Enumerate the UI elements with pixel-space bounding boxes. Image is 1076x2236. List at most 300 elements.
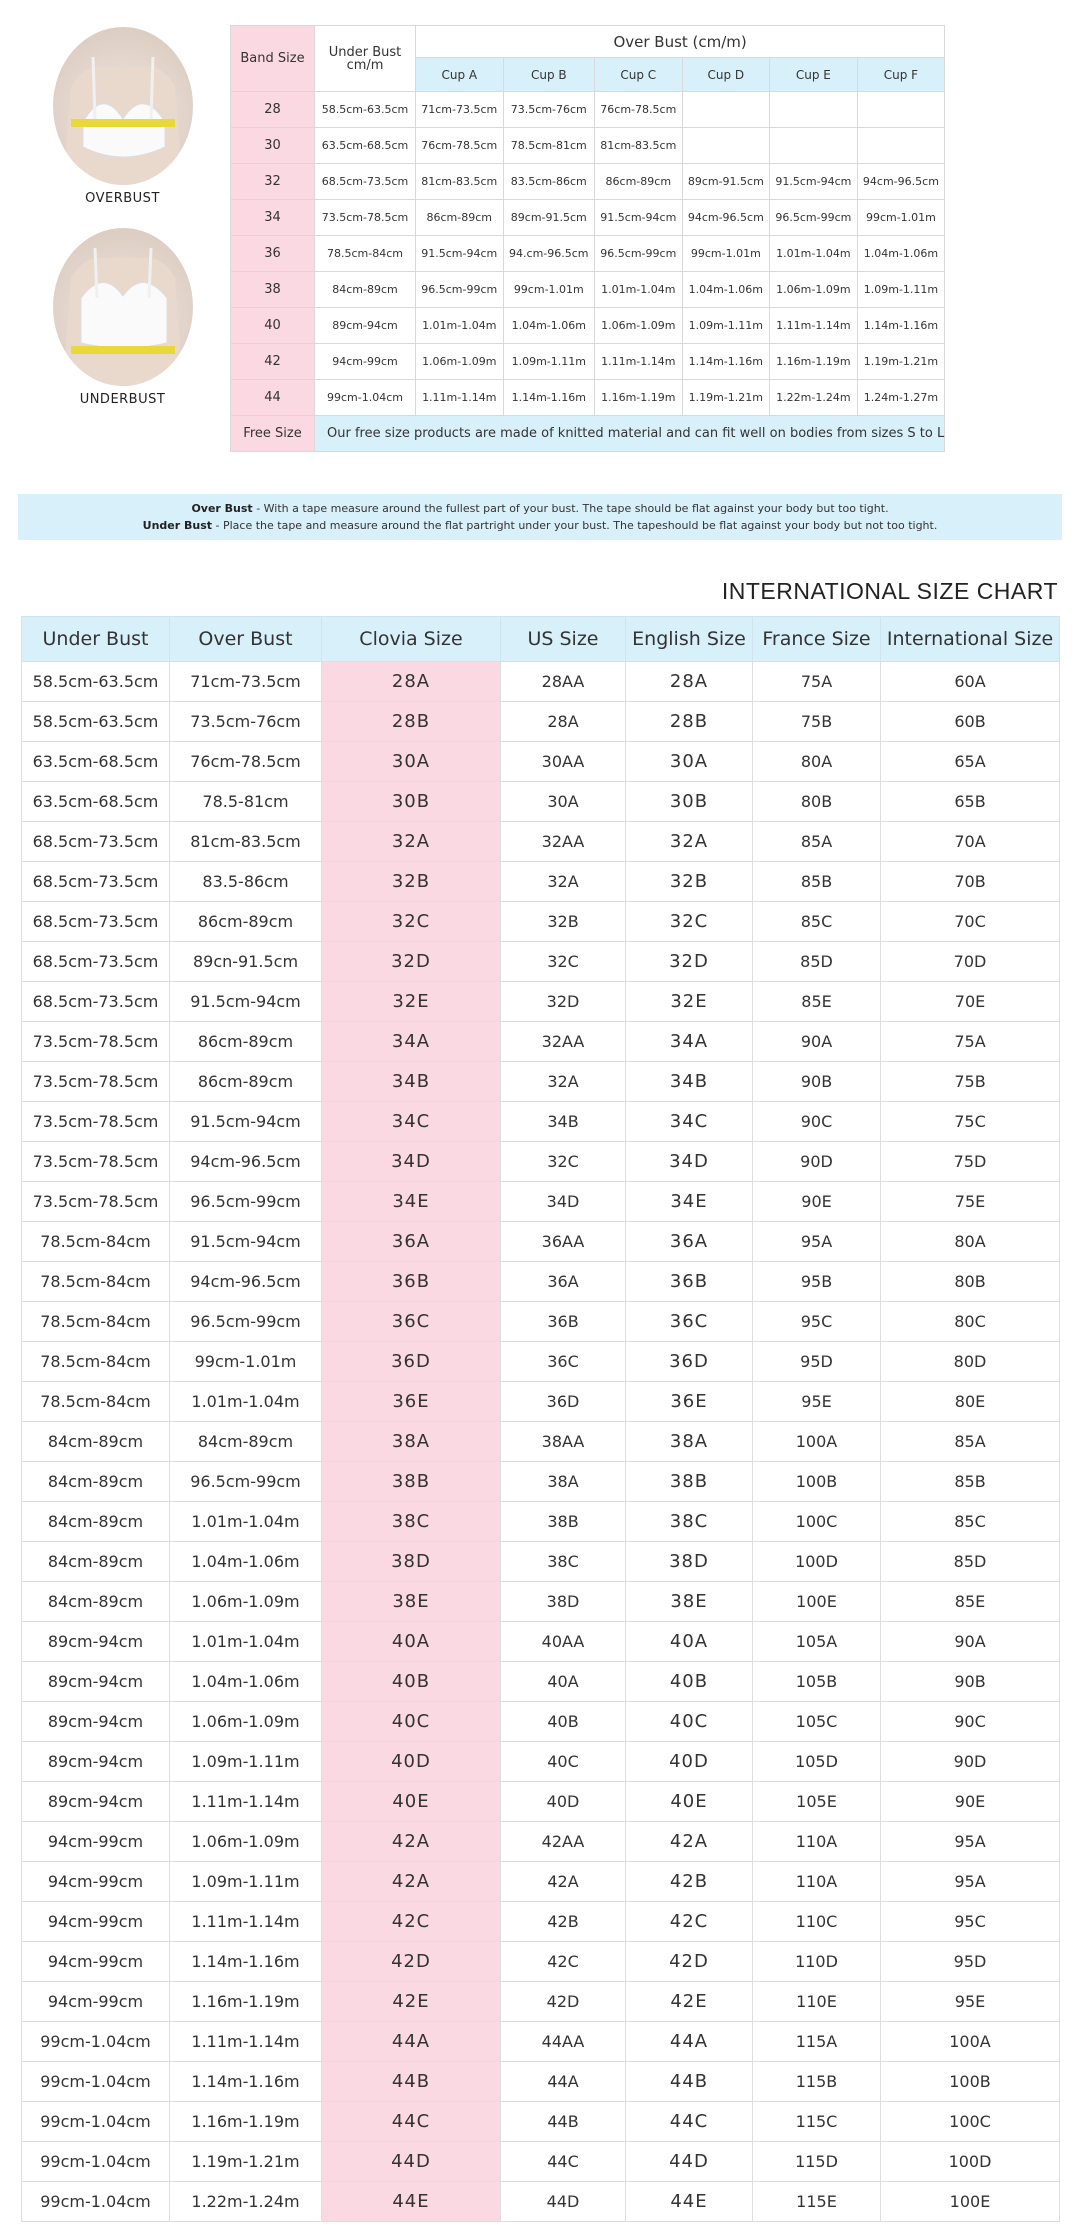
us-size-cell: 32A: [501, 862, 626, 902]
free-size-label: Free Size: [231, 416, 315, 452]
france-size-cell: 105C: [753, 1702, 881, 1742]
table-row: [22, 1262, 1060, 1302]
us-size-cell: 34B: [501, 1102, 626, 1142]
under-bust-cell: 73.5cm-78.5cm: [22, 1182, 170, 1222]
international-size-cell: 95A: [881, 1822, 1060, 1862]
under-bust-cell: 58.5cm-63.5cm: [22, 702, 170, 742]
english-size-cell: 34D: [626, 1142, 753, 1182]
under-bust-cell: 84cm-89cm: [22, 1462, 170, 1502]
france-size-cell: 90A: [753, 1022, 881, 1062]
over-bust-cell: 86cm-89cm: [170, 1022, 322, 1062]
cup-measure-cell: [770, 92, 858, 128]
over-bust-cell: 1.01m-1.04m: [170, 1622, 322, 1662]
clovia-size-cell: 30A: [322, 742, 501, 782]
under-bust-cell: 99cm-1.04cm: [22, 2102, 170, 2142]
under-bust-cell: 89cm-94cm: [22, 1662, 170, 1702]
france-size-cell: 110A: [753, 1862, 881, 1902]
international-size-cell: 80B: [881, 1262, 1060, 1302]
under-bust-cell: 73.5cm-78.5cm: [22, 1142, 170, 1182]
table-row: [22, 1502, 1060, 1542]
english-size-cell: 36E: [626, 1382, 753, 1422]
english-size-cell: 32A: [626, 822, 753, 862]
cup-measure-cell: 1.16m-1.19m: [770, 344, 858, 380]
cup-measure-cell: [857, 92, 945, 128]
table-row: [22, 1182, 1060, 1222]
cup-measure-cell: 91.5cm-94cm: [770, 164, 858, 200]
band-size-cell: 44: [231, 380, 315, 416]
cup-measure-cell: 81cm-83.5cm: [595, 128, 683, 164]
clovia-size-cell: 28B: [322, 702, 501, 742]
english-size-cell: 40D: [626, 1742, 753, 1782]
table-row: [22, 2022, 1060, 2062]
table-row: [22, 782, 1060, 822]
table-row: [22, 1382, 1060, 1422]
under-bust-cell: 84cm-89cm: [22, 1502, 170, 1542]
international-size-cell: 95D: [881, 1942, 1060, 1982]
us-size-cell: 36AA: [501, 1222, 626, 1262]
france-size-cell: 90E: [753, 1182, 881, 1222]
intl-column-header: Under Bust: [22, 617, 170, 662]
france-size-cell: 100A: [753, 1422, 881, 1462]
over-bust-cell: 1.06m-1.09m: [170, 1702, 322, 1742]
cup-measure-cell: 78.5cm-81cm: [503, 128, 595, 164]
france-size-cell: 115D: [753, 2142, 881, 2182]
cup-measure-cell: 71cm-73.5cm: [416, 92, 504, 128]
measurement-instructions: [18, 494, 1062, 540]
table-row: [231, 308, 945, 344]
over-bust-cell: 1.04m-1.06m: [170, 1542, 322, 1582]
table-row: [231, 380, 945, 416]
over-bust-cell: 1.11m-1.14m: [170, 1782, 322, 1822]
clovia-size-cell: 32A: [322, 822, 501, 862]
table-row: [231, 236, 945, 272]
cup-measure-cell: 99cm-1.01m: [682, 236, 770, 272]
table-row: [22, 662, 1060, 702]
table-row: [231, 164, 945, 200]
international-size-cell: 80E: [881, 1382, 1060, 1422]
table-row: [22, 1662, 1060, 1702]
cup-measure-cell: 1.19m-1.21m: [682, 380, 770, 416]
table-row: [22, 1862, 1060, 1902]
under-bust-cell: 73.5cm-78.5cm: [315, 200, 416, 236]
international-size-cell: 65A: [881, 742, 1060, 782]
over-bust-cell: 76cm-78.5cm: [170, 742, 322, 782]
table-row: [22, 1142, 1060, 1182]
table-row: [22, 1582, 1060, 1622]
over-bust-cell: 1.11m-1.14m: [170, 2022, 322, 2062]
english-size-cell: 32B: [626, 862, 753, 902]
france-size-cell: 105E: [753, 1782, 881, 1822]
over-bust-cell: 1.19m-1.21m: [170, 2142, 322, 2182]
underbust-model: [40, 228, 205, 407]
us-size-cell: 44C: [501, 2142, 626, 2182]
under-bust-cell: 63.5cm-68.5cm: [315, 128, 416, 164]
band-size-cell: 42: [231, 344, 315, 380]
over-bust-cell: 99cm-1.01m: [170, 1342, 322, 1382]
cup-measure-cell: 81cm-83.5cm: [416, 164, 504, 200]
cup-measure-cell: 1.11m-1.14m: [595, 344, 683, 380]
france-size-cell: 115A: [753, 2022, 881, 2062]
us-size-cell: 32D: [501, 982, 626, 1022]
english-size-cell: 28A: [626, 662, 753, 702]
table-row: [22, 1462, 1060, 1502]
under-bust-cell: 99cm-1.04cm: [22, 2022, 170, 2062]
under-bust-cell: 68.5cm-73.5cm: [22, 902, 170, 942]
english-size-cell: 40A: [626, 1622, 753, 1662]
france-size-cell: 100B: [753, 1462, 881, 1502]
clovia-size-cell: 34A: [322, 1022, 501, 1062]
table-row: [22, 702, 1060, 742]
under-bust-cell: 78.5cm-84cm: [22, 1302, 170, 1342]
under-bust-cell: 94cm-99cm: [22, 1942, 170, 1982]
over-bust-cell: 94cm-96.5cm: [170, 1142, 322, 1182]
table-row: [22, 1982, 1060, 2022]
international-size-cell: 85A: [881, 1422, 1060, 1462]
under-bust-cell: 94cm-99cm: [22, 1982, 170, 2022]
english-size-cell: 34E: [626, 1182, 753, 1222]
over-bust-cell: 89cn-91.5cm: [170, 942, 322, 982]
over-bust-cell: 1.11m-1.14m: [170, 1902, 322, 1942]
over-bust-cell: 86cm-89cm: [170, 1062, 322, 1102]
us-size-cell: 36B: [501, 1302, 626, 1342]
international-size-cell: 95C: [881, 1902, 1060, 1942]
france-size-cell: 90C: [753, 1102, 881, 1142]
clovia-size-cell: 40C: [322, 1702, 501, 1742]
english-size-cell: 32D: [626, 942, 753, 982]
france-size-cell: 100E: [753, 1582, 881, 1622]
cup-measure-cell: 96.5cm-99cm: [416, 272, 504, 308]
table-row: [22, 742, 1060, 782]
table-row: [22, 1302, 1060, 1342]
clovia-size-cell: 40D: [322, 1742, 501, 1782]
international-size-cell: 85D: [881, 1542, 1060, 1582]
international-size-cell: 90B: [881, 1662, 1060, 1702]
clovia-size-cell: 38A: [322, 1422, 501, 1462]
clovia-size-cell: 32D: [322, 942, 501, 982]
france-size-cell: 110C: [753, 1902, 881, 1942]
under-bust-cell: 78.5cm-84cm: [22, 1342, 170, 1382]
intl-table-body: [22, 662, 1060, 2222]
france-size-cell: 95D: [753, 1342, 881, 1382]
cup-measure-cell: 91.5cm-94cm: [416, 236, 504, 272]
international-size-cell: 90D: [881, 1742, 1060, 1782]
under-bust-instruction-text: - Place the tape and measure around the flat partright under your bust. The tapeshould be flat against your body but not too tight.: [212, 519, 938, 532]
clovia-size-cell: 34B: [322, 1062, 501, 1102]
us-size-cell: 38C: [501, 1542, 626, 1582]
table-row: [22, 1342, 1060, 1382]
cup-measure-cell: [770, 128, 858, 164]
us-size-cell: 32AA: [501, 1022, 626, 1062]
band-size-cell: 32: [231, 164, 315, 200]
international-size-cell: 80A: [881, 1222, 1060, 1262]
cup-measure-cell: 1.16m-1.19m: [595, 380, 683, 416]
international-size-cell: 100A: [881, 2022, 1060, 2062]
under-bust-cell: 68.5cm-73.5cm: [315, 164, 416, 200]
clovia-size-cell: 34D: [322, 1142, 501, 1182]
table-row: [22, 1542, 1060, 1582]
over-bust-cell: 91.5cm-94cm: [170, 1222, 322, 1262]
under-bust-cell: 89cm-94cm: [22, 1622, 170, 1662]
us-size-cell: 34D: [501, 1182, 626, 1222]
cup-header: Cup C: [595, 58, 683, 92]
english-size-cell: 34A: [626, 1022, 753, 1062]
cup-measure-cell: 96.5cm-99cm: [770, 200, 858, 236]
cup-header: Cup F: [857, 58, 945, 92]
english-size-cell: 38A: [626, 1422, 753, 1462]
under-bust-cell: 94cm-99cm: [22, 1862, 170, 1902]
international-size-cell: 75D: [881, 1142, 1060, 1182]
intl-column-header: Over Bust: [170, 617, 322, 662]
france-size-cell: 110E: [753, 1982, 881, 2022]
cup-measure-cell: 1.04m-1.06m: [503, 308, 595, 344]
clovia-size-cell: 38C: [322, 1502, 501, 1542]
international-size-cell: 95A: [881, 1862, 1060, 1902]
table-row: [22, 902, 1060, 942]
clovia-size-cell: 36B: [322, 1262, 501, 1302]
clovia-size-cell: 44C: [322, 2102, 501, 2142]
under-bust-cell: 89cm-94cm: [22, 1742, 170, 1782]
over-bust-cell: 84cm-89cm: [170, 1422, 322, 1462]
international-size-cell: 70A: [881, 822, 1060, 862]
over-bust-cell: 1.04m-1.06m: [170, 1662, 322, 1702]
cup-measure-cell: 96.5cm-99cm: [595, 236, 683, 272]
international-size-cell: 60B: [881, 702, 1060, 742]
english-size-cell: 38D: [626, 1542, 753, 1582]
france-size-cell: 105A: [753, 1622, 881, 1662]
english-size-cell: 38B: [626, 1462, 753, 1502]
over-bust-cell: 1.14m-1.16m: [170, 2062, 322, 2102]
english-size-cell: 44E: [626, 2182, 753, 2222]
table-row: [231, 344, 945, 380]
table-row: [22, 2102, 1060, 2142]
cup-measure-cell: 1.11m-1.14m: [416, 380, 504, 416]
overbust-photo: [53, 27, 193, 185]
cup-measure-cell: 94cm-96.5cm: [682, 200, 770, 236]
table-row: [22, 1622, 1060, 1662]
band-size-cell: 30: [231, 128, 315, 164]
table-row: [22, 1902, 1060, 1942]
us-size-cell: 38D: [501, 1582, 626, 1622]
us-size-cell: 38AA: [501, 1422, 626, 1462]
france-size-cell: 80B: [753, 782, 881, 822]
table-row: [22, 862, 1060, 902]
intl-header-row: [22, 617, 1060, 662]
france-size-cell: 95E: [753, 1382, 881, 1422]
cup-measure-cell: 86cm-89cm: [416, 200, 504, 236]
international-size-cell: 65B: [881, 782, 1060, 822]
cup-measure-cell: 1.22m-1.24m: [770, 380, 858, 416]
band-size-cell: 38: [231, 272, 315, 308]
clovia-size-cell: 42D: [322, 1942, 501, 1982]
english-size-cell: 38E: [626, 1582, 753, 1622]
over-bust-cell: 78.5-81cm: [170, 782, 322, 822]
english-size-cell: 44B: [626, 2062, 753, 2102]
english-size-cell: 38C: [626, 1502, 753, 1542]
english-size-cell: 44A: [626, 2022, 753, 2062]
us-size-cell: 36D: [501, 1382, 626, 1422]
france-size-cell: 90B: [753, 1062, 881, 1102]
table-row: [22, 822, 1060, 862]
under-bust-instruction: [18, 517, 1062, 534]
clovia-size-cell: 44B: [322, 2062, 501, 2102]
clovia-size-cell: 40E: [322, 1782, 501, 1822]
cup-measure-cell: [682, 92, 770, 128]
cup-measure-cell: 86cm-89cm: [595, 164, 683, 200]
us-size-cell: 40C: [501, 1742, 626, 1782]
france-size-cell: 75A: [753, 662, 881, 702]
cup-measure-cell: 1.04m-1.06m: [682, 272, 770, 308]
over-bust-cell: 1.16m-1.19m: [170, 2102, 322, 2142]
us-size-cell: 38A: [501, 1462, 626, 1502]
international-size-cell: 90E: [881, 1782, 1060, 1822]
english-size-cell: 42D: [626, 1942, 753, 1982]
under-bust-cell: 58.5cm-63.5cm: [22, 662, 170, 702]
size-table-body: [231, 92, 945, 416]
international-size-cell: 70B: [881, 862, 1060, 902]
clovia-size-cell: 42A: [322, 1822, 501, 1862]
over-bust-cell: 96.5cm-99cm: [170, 1462, 322, 1502]
clovia-size-cell: 38E: [322, 1582, 501, 1622]
table-row: [22, 2062, 1060, 2102]
cup-measure-cell: 76cm-78.5cm: [416, 128, 504, 164]
france-size-cell: 85B: [753, 862, 881, 902]
clovia-size-cell: 34C: [322, 1102, 501, 1142]
us-size-cell: 32AA: [501, 822, 626, 862]
international-size-cell: 60A: [881, 662, 1060, 702]
clovia-size-cell: 30B: [322, 782, 501, 822]
free-size-text: Our free size products are made of knitted material and can fit well on bodies from sizes S to L: [315, 416, 945, 452]
international-size-table: [21, 616, 1060, 2222]
us-size-cell: 44A: [501, 2062, 626, 2102]
cup-measure-cell: 1.09m-1.11m: [503, 344, 595, 380]
under-bust-cell: 73.5cm-78.5cm: [22, 1022, 170, 1062]
france-size-cell: 90D: [753, 1142, 881, 1182]
under-bust-cell: 73.5cm-78.5cm: [22, 1062, 170, 1102]
table-row: [22, 982, 1060, 1022]
over-bust-cell: 96.5cm-99cm: [170, 1182, 322, 1222]
under-bust-cell: 63.5cm-68.5cm: [22, 742, 170, 782]
us-size-cell: 44D: [501, 2182, 626, 2222]
over-bust-cell: 73.5cm-76cm: [170, 702, 322, 742]
english-size-cell: 30B: [626, 782, 753, 822]
cup-measure-cell: 1.14m-1.16m: [503, 380, 595, 416]
intl-column-header: Clovia Size: [322, 617, 501, 662]
under-bust-cell: 68.5cm-73.5cm: [22, 942, 170, 982]
cup-measure-cell: 1.06m-1.09m: [416, 344, 504, 380]
over-bust-instruction-text: - With a tape measure around the fullest part of your bust. The tape should be flat against your body but too tight.: [252, 502, 889, 515]
france-size-cell: 115C: [753, 2102, 881, 2142]
cup-header: Cup B: [503, 58, 595, 92]
english-size-cell: 36D: [626, 1342, 753, 1382]
under-bust-cell: 99cm-1.04cm: [22, 2182, 170, 2222]
over-bust-instruction: [18, 500, 1062, 517]
over-bust-cell: 1.09m-1.11m: [170, 1742, 322, 1782]
france-size-cell: 85A: [753, 822, 881, 862]
cup-measure-cell: 1.19m-1.21m: [857, 344, 945, 380]
under-bust-term: Under Bust: [142, 519, 213, 532]
under-bust-cell: 89cm-94cm: [315, 308, 416, 344]
clovia-size-cell: 32E: [322, 982, 501, 1022]
under-bust-cell: 84cm-89cm: [22, 1422, 170, 1462]
table-row: [22, 1822, 1060, 1862]
clovia-size-cell: 36C: [322, 1302, 501, 1342]
english-size-cell: 32E: [626, 982, 753, 1022]
us-size-cell: 36A: [501, 1262, 626, 1302]
international-size-cell: 75C: [881, 1102, 1060, 1142]
english-size-cell: 40E: [626, 1782, 753, 1822]
under-bust-cell: 58.5cm-63.5cm: [315, 92, 416, 128]
us-size-cell: 30A: [501, 782, 626, 822]
over-bust-cell: 91.5cm-94cm: [170, 1102, 322, 1142]
table-row: [22, 942, 1060, 982]
english-size-cell: 34B: [626, 1062, 753, 1102]
us-size-cell: 40D: [501, 1782, 626, 1822]
under-bust-cell: 68.5cm-73.5cm: [22, 862, 170, 902]
international-size-cell: 75E: [881, 1182, 1060, 1222]
cup-measure-cell: [682, 128, 770, 164]
clovia-size-cell: 36A: [322, 1222, 501, 1262]
over-bust-cell: 83.5-86cm: [170, 862, 322, 902]
international-size-cell: 75B: [881, 1062, 1060, 1102]
us-size-cell: 42A: [501, 1862, 626, 1902]
overbust-caption: OVERBUST: [85, 191, 160, 206]
us-size-cell: 32C: [501, 1142, 626, 1182]
international-size-cell: 70D: [881, 942, 1060, 982]
clovia-size-cell: 42E: [322, 1982, 501, 2022]
overbust-model: [40, 27, 205, 206]
cup-measure-cell: 1.11m-1.14m: [770, 308, 858, 344]
clovia-size-cell: 38B: [322, 1462, 501, 1502]
us-size-cell: 38B: [501, 1502, 626, 1542]
english-size-cell: 34C: [626, 1102, 753, 1142]
intl-column-header: International Size: [881, 617, 1060, 662]
table-row: [22, 2182, 1060, 2222]
under-bust-cell: 78.5cm-84cm: [22, 1382, 170, 1422]
cup-measure-cell: 89cm-91.5cm: [503, 200, 595, 236]
international-size-chart-title: INTERNATIONAL SIZE CHART: [721, 578, 1058, 604]
under-bust-cell: 78.5cm-84cm: [22, 1262, 170, 1302]
cup-measure-cell: 1.14m-1.16m: [682, 344, 770, 380]
band-size-cell: 34: [231, 200, 315, 236]
france-size-cell: 75B: [753, 702, 881, 742]
cup-measure-cell: 89cm-91.5cm: [682, 164, 770, 200]
cup-measure-cell: 99cm-1.01m: [503, 272, 595, 308]
under-bust-cell: 94cm-99cm: [22, 1822, 170, 1862]
under-bust-cell: 99cm-1.04cm: [315, 380, 416, 416]
cup-measure-cell: 1.09m-1.11m: [682, 308, 770, 344]
band-size-cell: 28: [231, 92, 315, 128]
over-bust-cell: 86cm-89cm: [170, 902, 322, 942]
clovia-size-cell: 36E: [322, 1382, 501, 1422]
english-size-cell: 40C: [626, 1702, 753, 1742]
france-size-cell: 85E: [753, 982, 881, 1022]
over-bust-cell: 94cm-96.5cm: [170, 1262, 322, 1302]
france-size-cell: 100D: [753, 1542, 881, 1582]
table-row: [231, 272, 945, 308]
clovia-size-cell: 36D: [322, 1342, 501, 1382]
english-size-cell: 28B: [626, 702, 753, 742]
under-bust-cell: 89cm-94cm: [22, 1702, 170, 1742]
table-row: [231, 128, 945, 164]
over-bust-cell: 1.06m-1.09m: [170, 1822, 322, 1862]
under-bust-cell: 99cm-1.04cm: [22, 2062, 170, 2102]
under-bust-header: Under Bust cm/m: [315, 26, 416, 92]
underbust-photo: [53, 228, 193, 386]
international-size-cell: 85B: [881, 1462, 1060, 1502]
clovia-size-cell: 42A: [322, 1862, 501, 1902]
english-size-cell: 32C: [626, 902, 753, 942]
under-bust-cell: 73.5cm-78.5cm: [22, 1102, 170, 1142]
